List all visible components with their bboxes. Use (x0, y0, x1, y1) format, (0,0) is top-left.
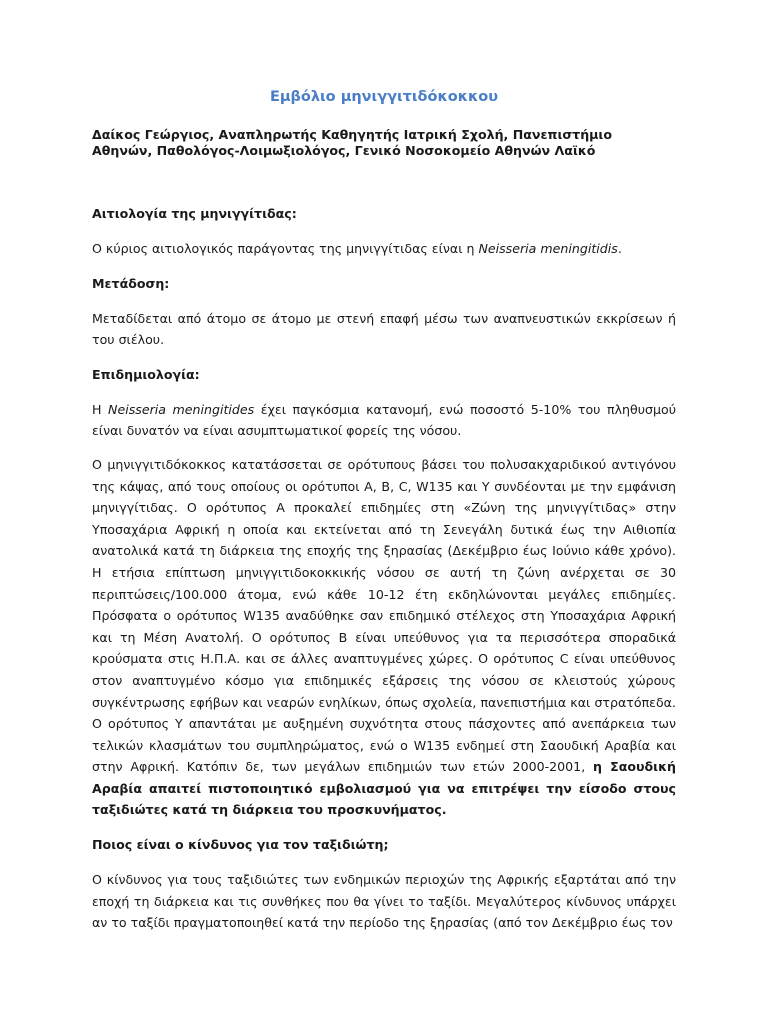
heading-epidemiology: Επιδημιολογία: (92, 366, 200, 382)
paragraph-epidemiology-1 (92, 399, 676, 442)
paragraph-epidemiology-2 (92, 454, 676, 821)
epi-p2-bold: η Σαουδική Αραβία απαιτεί πιστοποιητικό εμβολιασμού για να επιτρέψει την είσοδο στους ταξιδιώτες κατά τη διάρκεια του προσκυνήματος. (92, 759, 676, 818)
etiology-text: Ο κύριος αιτιολογικός παράγοντας της μηνιγγίτιδας είναι η (92, 241, 479, 256)
etiology-end: . (617, 241, 622, 256)
epi-p1-start: Η (92, 401, 109, 417)
epi-p1-rest: έχει παγκόσμια κατανομή, ενώ ποσοστό 5-10% του πληθυσμού είναι δυνατόν να είναι ασυμπτωματικοί φορείς της νόσου. (92, 401, 676, 439)
heading-risk: Ποιος είναι ο κίνδυνος για τον ταξιδιώτη; (92, 837, 389, 853)
document-title: Εμβόλιο μηνιγγιτιδόκοκκου (269, 89, 499, 105)
paragraph-risk: Ο κίνδυνος για τους ταξιδιώτες των ενδημικών περιοχών της Αφρικής εξαρτάται από την εποχή τη διάρκεια και τις συνθήκες που θα γίνει το ταξίδι. Μεγαλύτερος κίνδυνος υπάρχει αν το ταξίδι πραγματοποιηθεί κατά την περίοδο της ξηρασίας (από τον Δεκέμβριο έως τον (92, 872, 676, 931)
epi-p1-species: Neisseria meningitides (108, 401, 255, 417)
heading-etiology: Αιτιολογία της μηνιγγίτιδας: (92, 206, 297, 221)
paragraph-etiology (92, 238, 676, 260)
heading-transmission: Μετάδοση: (92, 275, 170, 291)
author-line: Δαίκος Γεώργιος, Αναπληρωτής Καθηγητής Ιατρική Σχολή, Πανεπιστήμιο Αθηνών, Παθολόγος-Λοιμωξιολόγος, Γενικό Νοσοκομείο Αθηνών Λαϊκό (92, 127, 612, 158)
paragraph-transmission: Μεταδίδεται από άτομο σε άτομο με στενή επαφή μέσω των αναπνευστικών εκκρίσεων ή του σιέλου. (92, 310, 676, 348)
etiology-species: Neisseria meningitidis (478, 241, 618, 256)
epi-p2-text: Ο μηνιγγιτιδόκοκκος κατατάσσεται σε ορότυπους βάσει του πολυσακχαριδικού αντιγόνου της κάψας, από τους οποίους οι ορότυποι A, B, C, W135 και Y συνδέονται με την εμφάνιση μηνιγγίτιδας. Ο ορότυπος A προκαλεί επιδημίες στη «Ζώνη της μηνιγγίτιδας» στην Υποσαχάρια Αφρική η οποία και εκτείνεται από τη Σενεγάλη δυτικά έως την Αιθιοπία ανατολικά κατά τη διάρκεια της εποχής της ξηρασίας (Δεκέμβριο έως Ιούνιο κάθε χρόνο). Η ετήσια επίπτωση μηνιγγιτιδοκοκκικής νόσου σε αυτή τη ζώνη ανέρχεται σε 30 περιπτώσεις/100.000 άτομα, ενώ κάθε 10-12 έτη εκδηλώνονται μεγάλες επιδημίες. Πρόσφατα ο ορότυπος W135 αναδύθηκε σαν επιδημικό στέλεχος στη Υποσαχάρια Αφρική και τη Μέση Ανατολή. Ο ορότυπος B είναι υπεύθυνος για τα περισσότερα σποραδικά κρούσματα στις Η.Π.Α. και σε άλλες αναπτυγμένες χώρες. Ο ορότυπος C είναι υπεύθυνος στον αναπτυγμένο κόσμο για επιδημικές εξάρσεις της νόσου σε κλειστούς χώρους συγκέντρωσης εφήβων και νεαρών ενηλίκων, όπως σχολεία, πανεπιστήμια και στρατόπεδα. Ο ορότυπος Y απαντάται με αυξημένη συχνότητα στους πάσχοντες από ανεπάρκεια των τελικών κλασμάτων του συμπληρώματος, ενώ ο W135 ενδημεί στη Σαουδική Αραβία και στην Αφρική. Κατόπιν δε, των μεγάλων επιδημιών των ετών 2000-2001, (92, 456, 676, 775)
